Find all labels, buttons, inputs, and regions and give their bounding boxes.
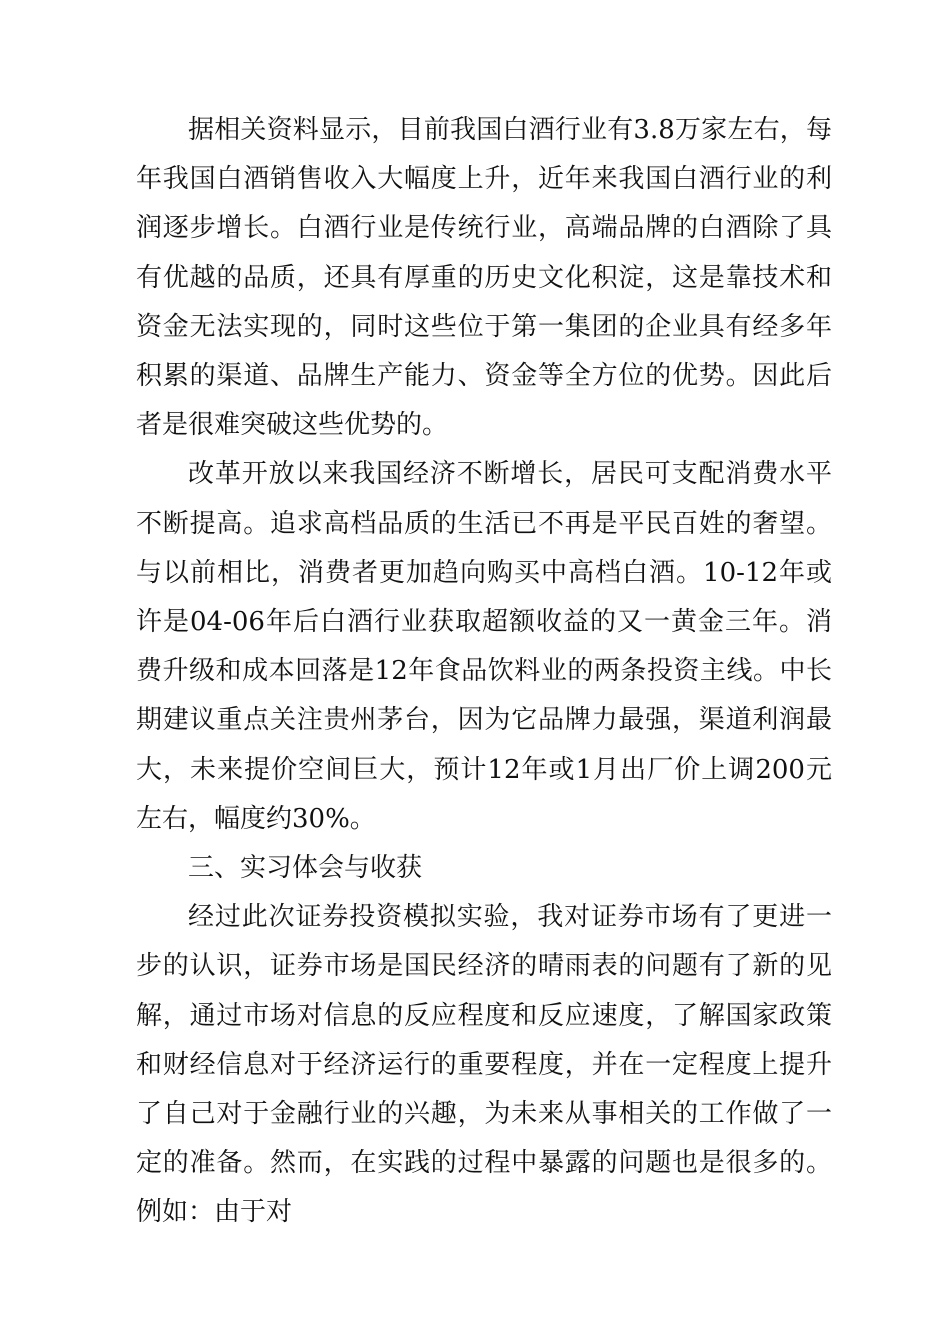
paragraph-baijiu-industry: 据相关资料显示，目前我国白酒行业有3.8万家左右，每年我国白酒销售收入大幅度上升，近年来我国白酒行业的利润逐步增长。白酒行业是传统行业，高端品牌的白酒除了具有优越的品质，还具有厚重的历史文化积淀，这是靠技术和资金无法实现的，同时这些位于第一集团的企业具有经多年积累的渠道、品牌生产能力、资金等全方位的优势。因此后者是很难突破这些优势的。 bbox=[136, 115, 832, 441]
section-heading: 三、实习体会与收获 bbox=[188, 853, 423, 884]
paragraph-consumption-upgrade: 改革开放以来我国经济不断增长，居民可支配消费水平不断提高。追求高档品质的生活已不再是平民百姓的奢望。与以前相比，消费者更加趋向购买中高档白酒。10-12年或许是04-06年后白酒行业获取超额收益的又一黄金三年。消费升级和成本回落是12年食品饮料业的两条投资主线。中长期建议重点关注贵州茅台，因为它品牌力最强，渠道利润最大，未来提价空间巨大，预计12年或1月出厂价上调200元左右，幅度约30%。 bbox=[136, 459, 832, 834]
document-body bbox=[136, 106, 832, 1238]
paragraph-internship-reflection: 经过此次证券投资模拟实验，我对证券市场有了更进一步的认识，证券市场是国民经济的晴雨表的问题有了新的见解，通过市场对信息的反应程度和反应速度，了解国家政策和财经信息对于经济运行的重要程度，并在一定程度上提升了自己对于金融行业的兴趣，为未来从事相关的工作做了一定的准备。然而，在实践的过程中暴露的问题也是很多的。例如：由于对 bbox=[136, 902, 832, 1228]
